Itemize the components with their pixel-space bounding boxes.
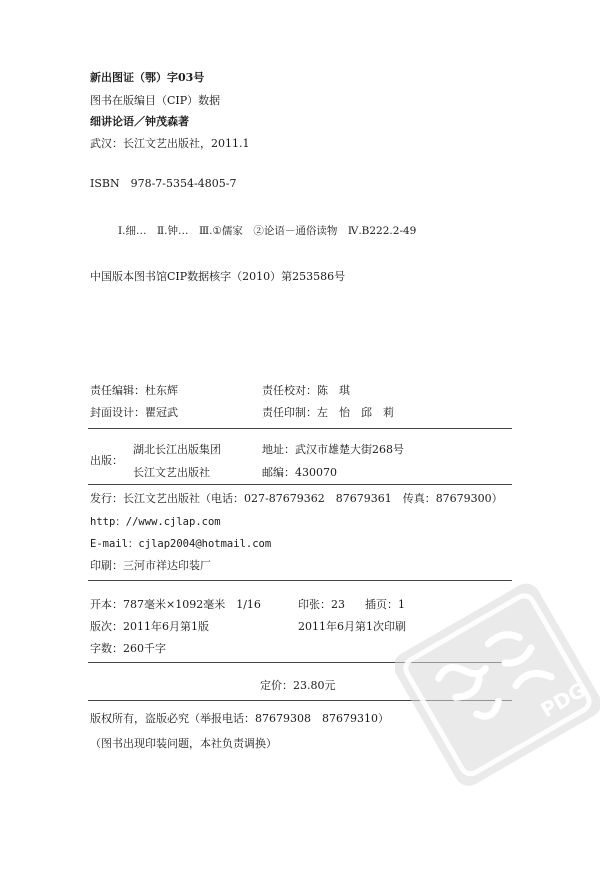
publisher-house: 长江文艺出版社 (133, 466, 210, 479)
publisher-group: 湖北长江出版集团 (133, 443, 221, 456)
website-link[interactable]: http：//www.cjlap.com (90, 516, 221, 528)
editor-credit: 责任编辑：杜东辉 (90, 384, 178, 397)
printer-line: 印刷：三河市祥达印装厂 (90, 559, 211, 572)
title-author-line: 细讲论语／钟茂森著 (90, 115, 189, 128)
classification-line: Ⅰ.细… Ⅱ.钟… Ⅲ.①儒家 ②论语－通俗读物 Ⅳ.B222.2-49 (118, 225, 417, 237)
word-count-spec: 字数：260千字 (90, 642, 166, 655)
cip-heading: 图书在版编目（CIP）数据 (90, 94, 221, 107)
proofreader-credit: 责任校对：陈 琪 (262, 384, 350, 397)
cover-design-credit: 封面设计：瞿冠武 (90, 406, 178, 419)
publisher-label: 出版： (90, 454, 123, 467)
copyright-line: 版权所有，盗版必究（举报电话：87679308 87679310） (90, 712, 389, 725)
divider-rule (88, 428, 512, 429)
email-link[interactable]: E-mail：cjlap2004@hotmail.com (90, 538, 272, 550)
edition-spec: 版次：2011年6月第1版 (90, 620, 209, 633)
impression-spec: 2011年6月第1次印刷 (298, 620, 406, 633)
publisher-postcode: 邮编：430070 (262, 466, 337, 479)
watermark-seal-icon (395, 580, 600, 790)
cip-record-line: 中国版本图书馆CIP数据核字（2010）第253586号 (90, 270, 346, 283)
publisher-address: 地址：武汉市雄楚大街268号 (262, 443, 404, 456)
issuer-line: 发行：长江文艺出版社（电话：027-87679362 87679361 传真：87679300） (90, 492, 503, 505)
printing-manager-credit: 责任印制：左 怡 邱 莉 (262, 406, 394, 419)
permit-number: 新出图证（鄂）字03号 (90, 71, 205, 84)
plates-spec: 插页：1 (365, 598, 405, 611)
watermark-text: PDG (536, 677, 590, 723)
divider-rule (88, 484, 512, 485)
price-line: 定价：23.80元 (260, 679, 336, 692)
isbn-line: ISBN 978-7-5354-4805-7 (90, 177, 237, 190)
sheets-spec: 印张：23 (298, 598, 345, 611)
format-spec: 开本：787毫米×1092毫米 1/16 (90, 598, 261, 611)
defect-notice-line: （图书出现印装问题，本社负责调换） (90, 737, 277, 750)
publish-line: 武汉：长江文艺出版社，2011.1 (90, 137, 250, 150)
